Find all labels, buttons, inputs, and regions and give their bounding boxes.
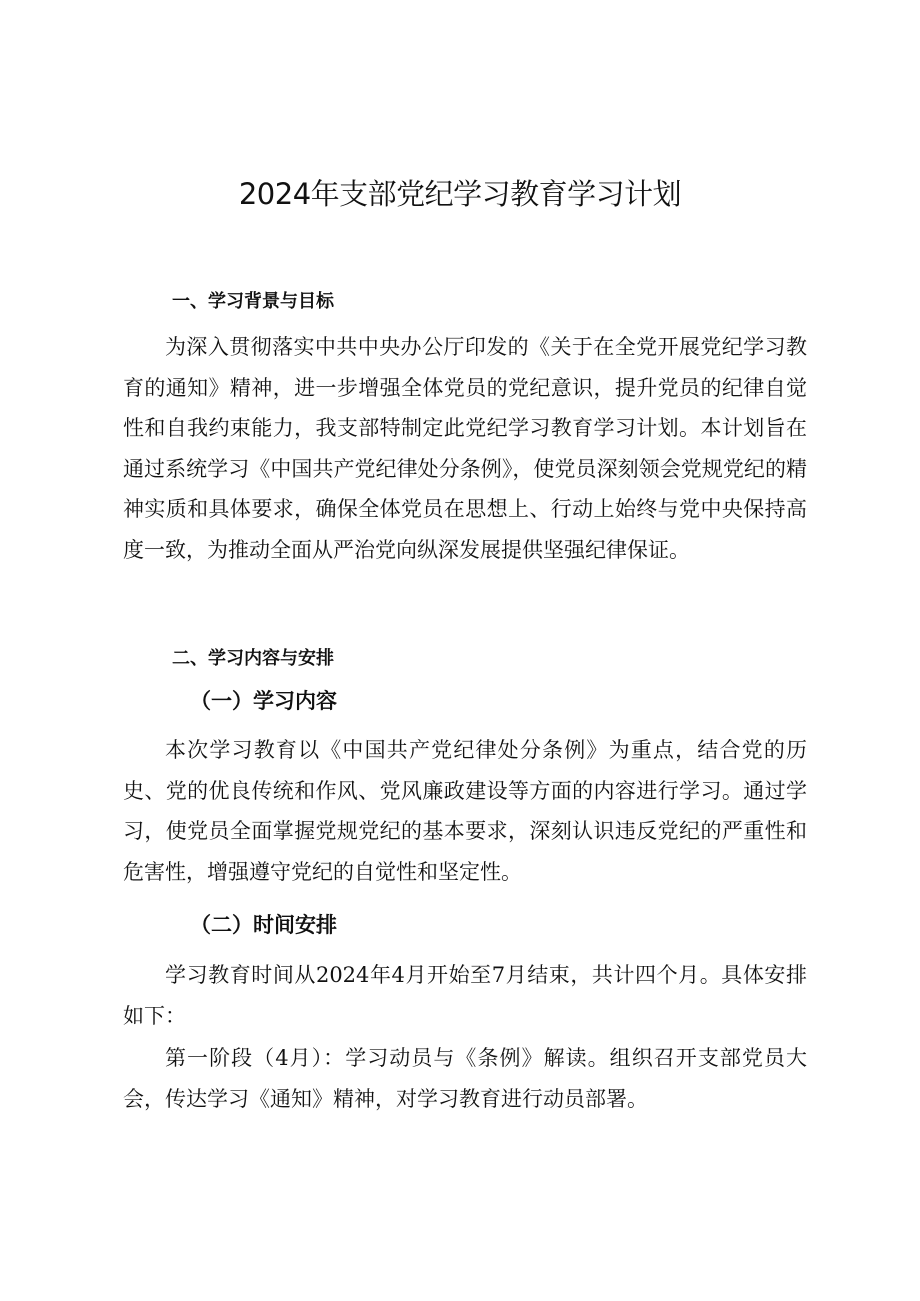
paragraph-content: 本次学习教育以《中国共产党纪律处分条例》为重点，结合党的历史、党的优良传统和作风、党风廉政建设等方面的内容进行学习。通过学习，使党员全面掌握党规党纪的基本要求，深刻认识违反党纪的严重性和危害性，增强遵守党纪的自觉性和坚定性。 (123, 738, 807, 884)
section-heading-content-arrangement: 二、学习内容与安排 (172, 648, 334, 669)
subsection-heading-schedule: （二）时间安排 (190, 912, 337, 937)
document-title: 2024年支部党纪学习教育学习计划 (238, 177, 682, 211)
paragraph-phase-one: 第一阶段（4月）：学习动员与《条例》解读。组织召开支部党员大会，传达学习《通知》精神，对学习教育进行动员部署。 (123, 1046, 807, 1111)
paragraph-schedule: 学习教育时间从2024年4月开始至7月结束，共计四个月。具体安排如下： (123, 963, 807, 1028)
paragraph-background: 为深入贯彻落实中共中央办公厅印发的《关于在全党开展党纪学习教育的通知》精神，进一步增强全体党员的党纪意识，提升党员的纪律自觉性和自我约束能力，我支部特制定此党纪学习教育学习计划。本计划旨在通过系统学习《中国共产党纪律处分条例》，使党员深刻领会党规党纪的精神实质和具体要求，确保全体党员在思想上、行动上始终与党中央保持高度一致，为推动全面从严治党向纵深发展提供坚强纪律保证。 (123, 335, 807, 562)
section-heading-background: 一、学习背景与目标 (172, 291, 334, 312)
subsection-heading-content: （一）学习内容 (190, 688, 337, 713)
